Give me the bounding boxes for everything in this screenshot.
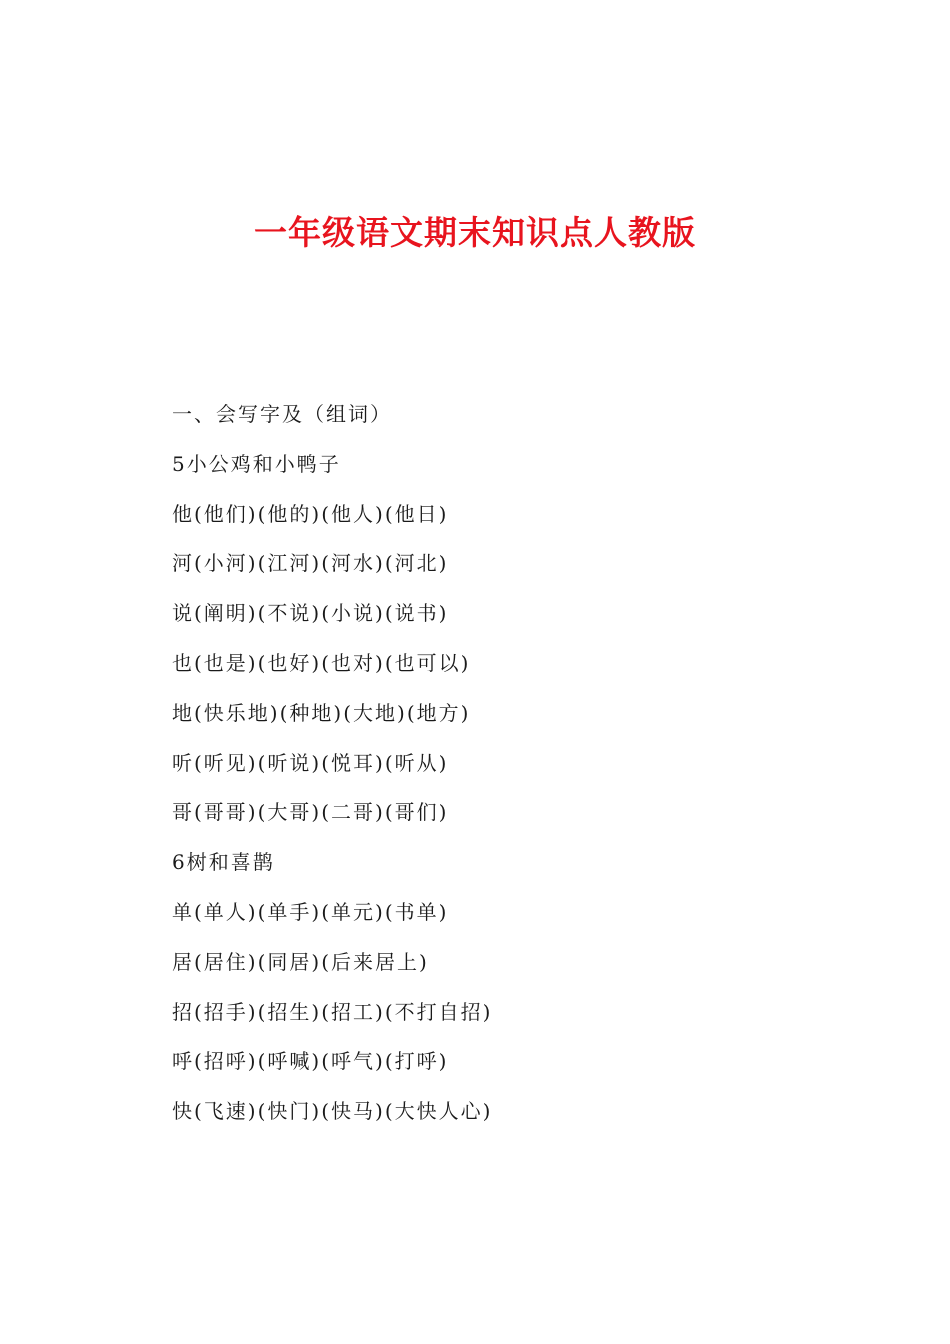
word-group-line: 听(听见)(听说)(悦耳)(听从) (172, 750, 449, 775)
word-group-line: 他(他们)(他的)(他人)(他日) (172, 501, 449, 526)
word-group-line: 呼(招呼)(呼喊)(呼气)(打呼) (172, 1049, 449, 1074)
word-group-line: 哥(哥哥)(大哥)(二哥)(哥们) (172, 800, 449, 825)
word-group-line: 也(也是)(也好)(也对)(也可以) (172, 650, 471, 675)
word-group-line: 说(阐明)(不说)(小说)(说书) (172, 601, 449, 626)
section-heading: 一、会写字及（组词） (172, 402, 392, 426)
word-group-line: 河(小河)(江河)(河水)(河北) (172, 551, 449, 576)
word-group-line: 居(居住)(同居)(后来居上) (172, 949, 429, 974)
word-group-line: 快(飞速)(快门)(快马)(大快人心) (172, 1099, 493, 1124)
word-group-line: 单(单人)(单手)(单元)(书单) (172, 899, 449, 924)
word-group-line: 招(招手)(招生)(招工)(不打自招) (172, 999, 493, 1024)
lesson-heading: 6树和喜鹊 (172, 850, 275, 875)
word-group-line: 地(快乐地)(种地)(大地)(地方) (172, 700, 471, 725)
document-body (172, 390, 872, 1137)
document-title: 一年级语文期末知识点人教版 (254, 213, 696, 252)
lesson-heading: 5小公鸡和小鸭子 (172, 451, 341, 476)
